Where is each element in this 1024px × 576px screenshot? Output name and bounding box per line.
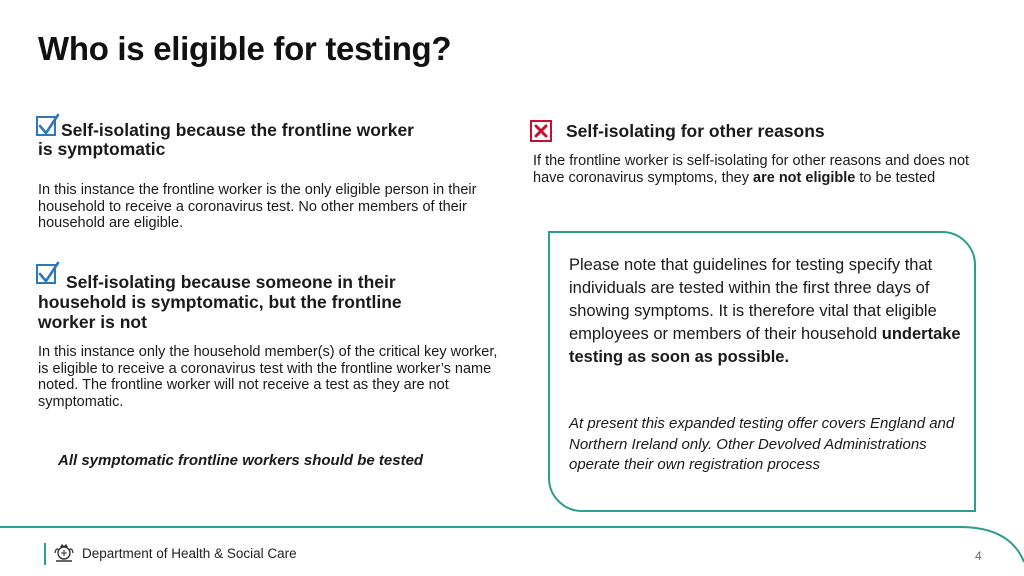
section1-body: In this instance the frontline worker is the only eligible person in their household to receive a coronavirus test. No other members of their household are eligible. bbox=[38, 182, 477, 231]
section3-body: If the frontline worker is self-isolating for other reasons and does not have coronavirus symptoms, they are not eligible to be tested bbox=[533, 153, 970, 186]
footer-divider bbox=[44, 543, 46, 565]
section2-body: In this instance only the household member(s) of the critical key worker, is eligible to receive a coronavirus test with the frontline worker’s name noted. The frontline worker will not receive a test as they are not symptomatic. bbox=[38, 344, 498, 410]
section1-heading-line1: Self-isolating because the frontline worker bbox=[61, 120, 414, 140]
section1-heading-line2: is symptomatic bbox=[38, 139, 166, 159]
note-main-text: Please note that guidelines for testing specify that individuals are tested within the first three days of showing symptoms. It is therefore vital that eligible employees or members of their household undertake testing as soon as possible. bbox=[569, 256, 961, 366]
note-italic-text: At present this expanded testing offer covers England and Northern Ireland only. Other Devolved Administrations operate their own registration process bbox=[569, 415, 955, 473]
checkbox-checked-icon bbox=[36, 116, 56, 136]
closing-statement: All symptomatic frontline workers should be tested bbox=[58, 452, 424, 469]
section3-heading: Self-isolating for other reasons bbox=[566, 121, 825, 141]
section2-heading-line2: household is symptomatic, but the frontline bbox=[38, 292, 402, 312]
footer-org-name: Department of Health & Social Care bbox=[82, 546, 297, 561]
cross-box-icon bbox=[530, 120, 552, 142]
section2-heading-line1: Self-isolating because someone in their bbox=[66, 272, 396, 292]
royal-crest-icon bbox=[52, 541, 76, 565]
page-number: 4 bbox=[975, 549, 982, 563]
page-title: Who is eligible for testing? bbox=[38, 30, 452, 67]
checkbox-checked-icon bbox=[36, 264, 56, 284]
section2-heading-line3: worker is not bbox=[38, 312, 147, 332]
